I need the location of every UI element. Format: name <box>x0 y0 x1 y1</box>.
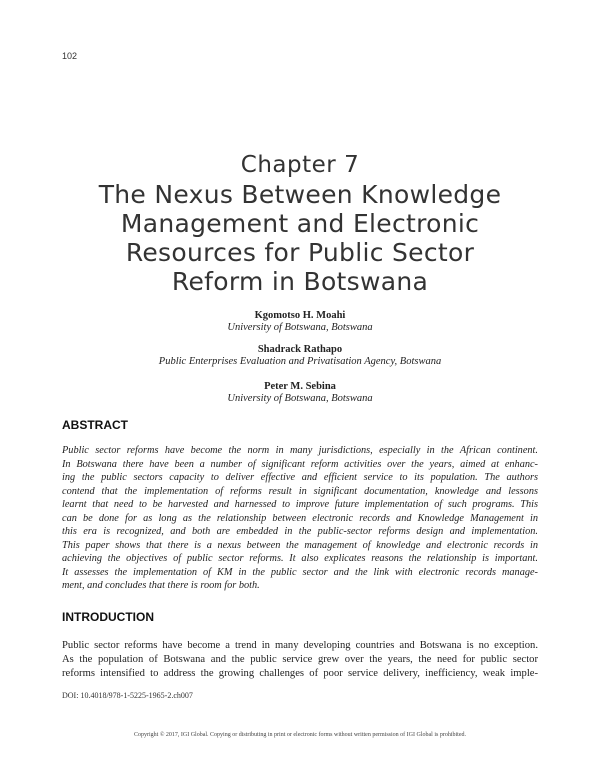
abstract-line: Public sector reforms have become the norm in many jurisdictions, especially in the African continent. <box>62 445 538 456</box>
abstract-line: It assesses the implementation of KM in the public sector and the link with electronic records manage- <box>62 566 538 578</box>
author-affiliation: University of Botswana, Botswana <box>227 322 373 333</box>
author-block <box>0 344 600 368</box>
abstract-line: contend that the implementation of reforms result in significant documentation, knowledge and lessons <box>62 485 538 497</box>
abstract-line: This paper shows that there is a nexus between the management of knowledge and electronic records in <box>62 539 538 551</box>
abstract-text <box>62 444 538 593</box>
intro-line: As the population of Botswana and the public service grew over the years, the need for public sector <box>62 654 538 665</box>
author-name: Shadrack Rathapo <box>257 344 343 355</box>
author-affiliation: Public Enterprises Evaluation and Privatisation Agency, Botswana <box>158 356 442 367</box>
intro-line: Public sector reforms have become a trend in many developing countries and Botswana is no exception. <box>62 640 538 651</box>
abstract-line: ment, and concludes that there is room for both. <box>62 580 260 591</box>
title-line: Resources for Public Sector <box>125 238 475 267</box>
author-name: Kgomotso H. Moahi <box>254 310 346 321</box>
intro-line: reforms intensified to address the growing challenges of poor service delivery, inefficiency, weak imple- <box>62 668 538 679</box>
title-line: Management and Electronic <box>120 209 480 238</box>
title-line: The Nexus Between Knowledge <box>98 180 502 209</box>
chapter-title <box>0 180 600 296</box>
chapter-label: Chapter 7 <box>240 152 360 178</box>
copyright-notice: Copyright © 2017, IGI Global. Copying or distributing in print or electronic forms without written permission of IGI Global is prohibited. <box>133 732 466 738</box>
abstract-line: can be done for as long as the relationship between electronic records and Knowledge Management in <box>62 512 538 524</box>
introduction-heading: INTRODUCTION <box>62 610 154 624</box>
author-block <box>0 381 600 405</box>
abstract-line: In Botswana there have been a number of significant reform activities over the years, aimed at enhanc- <box>62 458 538 470</box>
abstract-heading: ABSTRACT <box>62 418 128 432</box>
author-name: Peter M. Sebina <box>264 381 336 392</box>
title-line: Reform in Botswana <box>171 267 429 296</box>
doi: DOI: 10.4018/978-1-5225-1965-2.ch007 <box>62 691 193 700</box>
page-number: 102 <box>62 51 78 61</box>
introduction-text <box>62 639 538 681</box>
abstract-line: ing the public sectors capacity to deliver effective and efficient service to its population. The authors <box>62 472 538 483</box>
abstract-line: achieving the objectives of public sector reforms. It also explicates reasons the relationship is important. <box>62 553 538 564</box>
author-block <box>0 310 600 334</box>
author-affiliation: University of Botswana, Botswana <box>227 393 373 404</box>
abstract-line: this era is recognized, and both are embedded in the public-sector reforms design and implementation. <box>62 526 538 537</box>
abstract-line: learnt that need to be harvested and harnessed to improve future implementation of such programs. This <box>62 499 538 510</box>
